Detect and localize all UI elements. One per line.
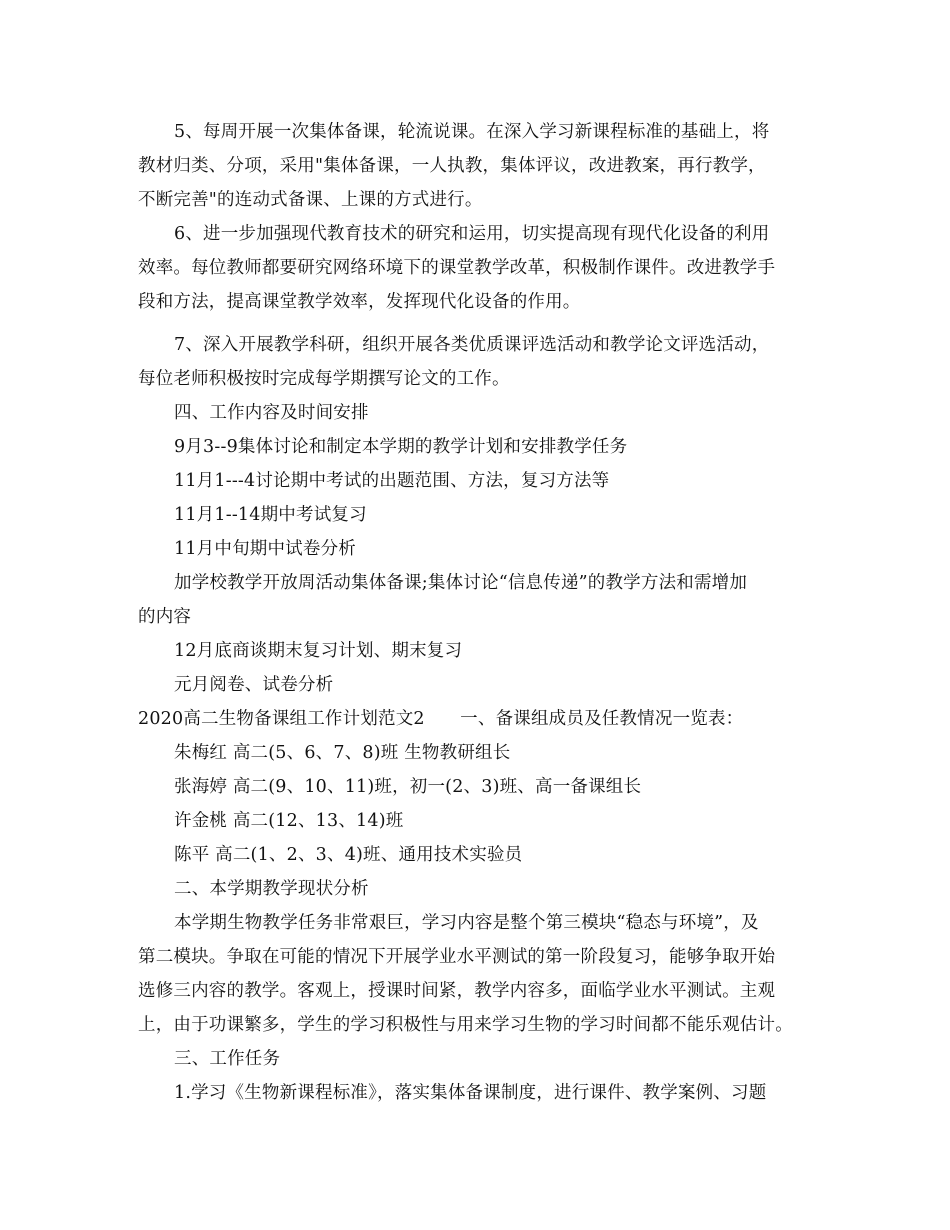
paragraph-line: 6、进一步加强现代教育技术的研究和运用，切实提高现有现代化设备的利用 bbox=[174, 224, 770, 244]
paragraph-line: 5、每周开展一次集体备课，轮流说课。在深入学习新课程标准的基础上，将 bbox=[174, 122, 770, 142]
schedule-item: 加学校教学开放周活动集体备课;集体讨论“信息传递”的教学方法和需增加 bbox=[174, 573, 748, 593]
schedule-item: 11月1--14期中考试复习 bbox=[174, 505, 367, 525]
section-heading: 二、本学期教学现状分析 bbox=[174, 879, 369, 899]
section-heading: 三、工作任务 bbox=[174, 1049, 281, 1069]
paragraph-line: 段和方法，提高课堂教学效率，发挥现代化设备的作用。 bbox=[138, 292, 581, 312]
paragraph-line: 上，由于功课繁多，学生的学习积极性与用来学习生物的学习时间都不能乐观估计。 bbox=[138, 1015, 793, 1035]
document-title: 2020高二生物备课组工作计划范文2 一、备课组成员及任教情况一览表： bbox=[138, 709, 744, 729]
paragraph-line: 不断完善"的连动式备课、上课的方式进行。 bbox=[138, 190, 483, 210]
schedule-item: 11月中旬期中试卷分析 bbox=[174, 539, 356, 559]
paragraph-line: 的内容 bbox=[138, 607, 192, 627]
paragraph-line: 7、深入开展教学科研，组织开展各类优质课评选活动和教学论文评选活动， bbox=[174, 335, 770, 355]
paragraph-line: 选修三内容的教学。客观上，授课时间紧，教学内容多，面临学业水平测试。主观 bbox=[138, 981, 776, 1001]
member-item: 许金桃 高二(12、13、14)班 bbox=[174, 811, 404, 831]
schedule-item: 9月3--9集体讨论和制定本学期的教学计划和安排教学任务 bbox=[174, 437, 628, 457]
section-heading: 四、工作内容及时间安排 bbox=[174, 403, 369, 423]
schedule-item: 11月1---4讨论期中考试的出题范围、方法，复习方法等 bbox=[174, 471, 610, 491]
paragraph-line: 本学期生物教学任务非常艰巨，学习内容是整个第三模块“稳态与环境”，及 bbox=[174, 913, 759, 933]
member-item: 陈平 高二(1、2、3、4)班、通用技术实验员 bbox=[174, 845, 523, 865]
paragraph-line: 效率。每位教师都要研究网络环境下的课堂教学改革，积极制作课件。改进教学手 bbox=[138, 258, 776, 278]
member-item: 张海婷 高二(9、10、11)班，初一(2、3)班、高一备课组长 bbox=[174, 777, 642, 797]
paragraph-line: 教材归类、分项，采用"集体备课，一人执教，集体评议，改进教案，再行教学， bbox=[138, 156, 766, 176]
paragraph-line: 每位老师积极按时完成每学期撰写论文的工作。 bbox=[138, 369, 510, 389]
paragraph-line: 1.学习《生物新课程标准》，落实集体备课制度，进行课件、教学案例、习题 bbox=[174, 1083, 767, 1103]
member-item: 朱梅红 高二(5、6、7、8)班 生物教研组长 bbox=[174, 743, 511, 763]
schedule-item: 元月阅卷、试卷分析 bbox=[174, 675, 334, 695]
paragraph-line: 第二模块。争取在可能的情况下开展学业水平测试的第一阶段复习，能够争取开始 bbox=[138, 947, 776, 967]
schedule-item: 12月底商谈期末复习计划、期末复习 bbox=[174, 641, 463, 661]
